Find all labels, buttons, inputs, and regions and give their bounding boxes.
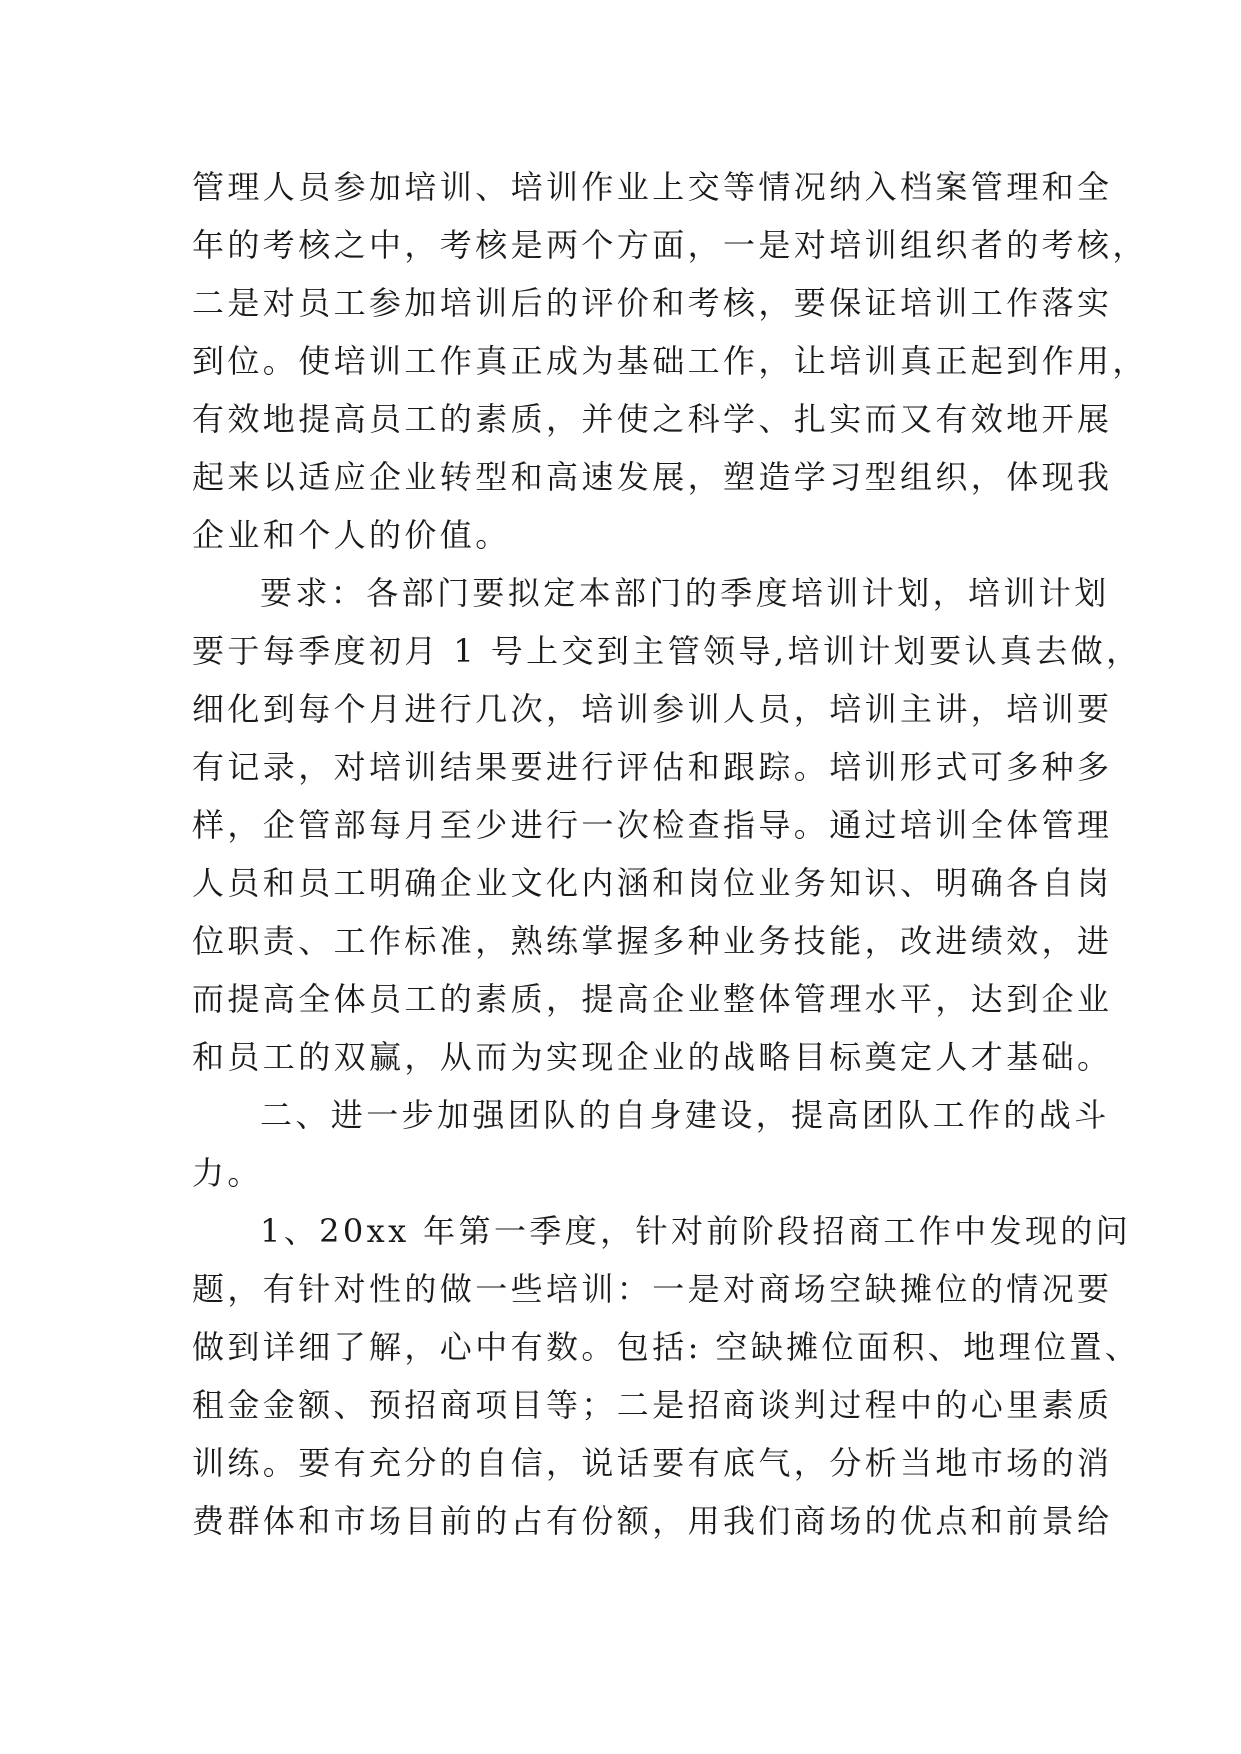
paragraph-start-line: 1、20xx 年第一季度，针对前阶段招商工作中发现的问 xyxy=(260,1212,1132,1250)
text-line: 要于每季度初月 1 号上交到主管领导,培训计划要认真去做， xyxy=(192,632,1142,670)
text-line: 有效地提高员工的素质，并使之科学、扎实而又有效地开展 xyxy=(192,400,1113,438)
section-heading-line: 力。 xyxy=(192,1154,263,1192)
text-line: 而提高全体员工的素质，提高企业整体管理水平，达到企业 xyxy=(192,980,1113,1018)
body-text xyxy=(192,158,1148,1550)
text-line: 到位。使培训工作真正成为基础工作，让培训真正起到作用， xyxy=(192,342,1148,380)
text-line: 起来以适应企业转型和高速发展，塑造学习型组织，体现我 xyxy=(192,458,1113,496)
paragraph-start-line: 要求：各部门要拟定本部门的季度培训计划，培训计划 xyxy=(260,574,1110,612)
text-line: 位职责、工作标准，熟练掌握多种业务技能，改进绩效，进 xyxy=(192,922,1113,960)
text-line: 细化到每个月进行几次，培训参训人员，培训主讲，培训要 xyxy=(192,690,1113,728)
text-line: 做到详细了解，心中有数。包括: 空缺摊位面积、地理位置、 xyxy=(192,1328,1141,1366)
text-line: 管理人员参加培训、培训作业上交等情况纳入档案管理和全 xyxy=(192,168,1113,206)
section-heading-line: 二、进一步加强团队的自身建设，提高团队工作的战斗 xyxy=(260,1096,1110,1134)
text-line: 企业和个人的价值。 xyxy=(192,516,511,554)
text-line: 样，企管部每月至少进行一次检查指导。通过培训全体管理 xyxy=(192,806,1113,844)
text-line: 有记录，对培训结果要进行评估和跟踪。培训形式可多种多 xyxy=(192,748,1113,786)
text-line: 和员工的双赢，从而为实现企业的战略目标奠定人才基础。 xyxy=(192,1038,1113,1076)
text-line: 年的考核之中，考核是两个方面，一是对培训组织者的考核， xyxy=(192,226,1148,264)
text-line: 租金金额、预招商项目等；二是招商谈判过程中的心里素质 xyxy=(192,1386,1113,1424)
text-line: 人员和员工明确企业文化内涵和岗位业务知识、明确各自岗 xyxy=(192,864,1113,902)
text-line: 费群体和市场目前的占有份额，用我们商场的优点和前景给 xyxy=(192,1502,1113,1540)
text-line: 题，有针对性的做一些培训：一是对商场空缺摊位的情况要 xyxy=(192,1270,1113,1308)
text-line: 训练。要有充分的自信，说话要有底气，分析当地市场的消 xyxy=(192,1444,1113,1482)
text-line: 二是对员工参加培训后的评价和考核，要保证培训工作落实 xyxy=(192,284,1113,322)
